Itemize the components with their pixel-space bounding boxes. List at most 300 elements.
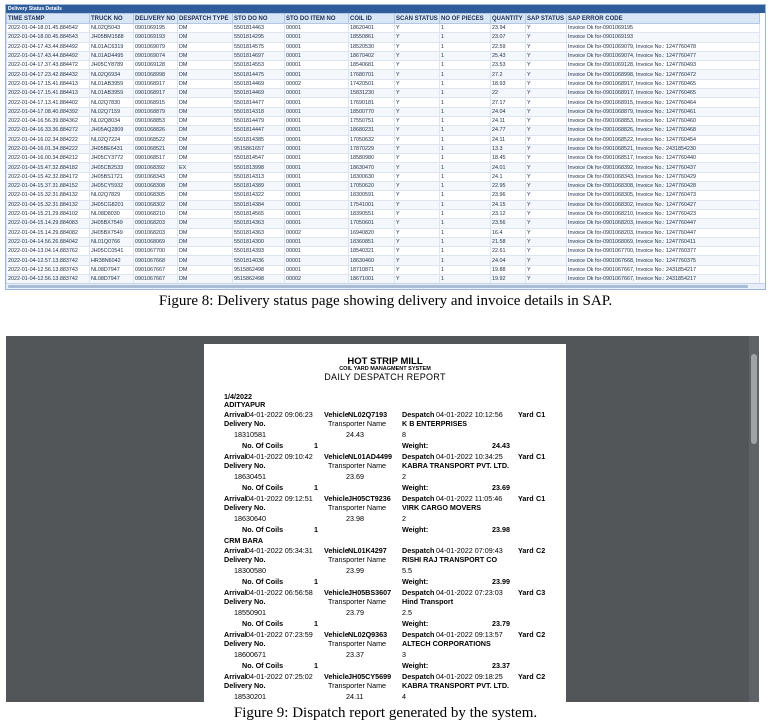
- table-row[interactable]: [7, 182, 760, 191]
- table-cell: 23.56: [491, 219, 526, 228]
- table-cell: Y: [395, 33, 440, 42]
- table-cell: 25.43: [491, 51, 526, 60]
- column-header[interactable]: SAP ERROR CODE: [567, 14, 760, 24]
- no-of-coils-value: 1: [314, 483, 318, 492]
- table-cell: 22.59: [491, 42, 526, 51]
- table-row[interactable]: [7, 163, 760, 172]
- table-row[interactable]: [7, 107, 760, 116]
- table-cell: 0901068879: [134, 107, 178, 116]
- table-cell: 2022-01-04-17.23.42.884432: [7, 70, 90, 79]
- yard-label: Yard: [518, 546, 534, 555]
- table-cell: 00001: [285, 24, 349, 33]
- arrival-label: Arrival: [224, 546, 247, 555]
- table-cell: 0901067700: [134, 247, 178, 256]
- table-cell: Y: [526, 163, 567, 172]
- table-cell: 0901069128: [134, 61, 178, 70]
- vehicle-label: Vehicle: [324, 410, 349, 419]
- table-cell: 0901068392: [134, 163, 178, 172]
- table-cell: 2022-01-04-15.21.29.884102: [7, 209, 90, 218]
- table-row[interactable]: [7, 135, 760, 144]
- table-cell: Y: [395, 219, 440, 228]
- table-cell: DM: [178, 209, 233, 218]
- table-cell: Invoice Ok for-0901068521, Invoice No.: 2431854230: [567, 144, 760, 153]
- table-row[interactable]: [7, 116, 760, 125]
- column-header[interactable]: TIME STAMP: [7, 14, 90, 24]
- vertical-scrollbar[interactable]: [749, 336, 759, 702]
- despatch-time: 04-01-2022 10:34:25: [436, 452, 503, 461]
- table-cell: Y: [395, 256, 440, 265]
- table-cell: 18.93: [491, 79, 526, 88]
- table-cell: 2022-01-04-17.08.40.884392: [7, 107, 90, 116]
- table-cell: 5501814475: [233, 70, 285, 79]
- table-cell: Invoice Ok for-0901068069, Invoice No.: 1247760411: [567, 237, 760, 246]
- weight-label: Weight:: [402, 525, 429, 534]
- table-cell: Invoice Ok for-0901067668, Invoice No.: 1247760375: [567, 256, 760, 265]
- table-row[interactable]: [7, 209, 760, 218]
- table-cell: NL01AB3959: [90, 79, 134, 88]
- table-cell: 18300591: [349, 191, 395, 200]
- table-row[interactable]: [7, 144, 760, 153]
- table-cell: DM: [178, 247, 233, 256]
- table-cell: 18630460: [349, 256, 395, 265]
- table-cell: Invoice Ok for-0901068392, Invoice No.: 1247760437: [567, 163, 760, 172]
- no-of-coils-label: No. Of Coils: [242, 483, 284, 492]
- table-cell: 17050601: [349, 219, 395, 228]
- table-cell: 1: [440, 256, 491, 265]
- table-cell: Invoice Ok for-0901069193: [567, 33, 760, 42]
- table-row[interactable]: [7, 79, 760, 88]
- table-cell: Y: [395, 24, 440, 33]
- table-cell: 00001: [285, 154, 349, 163]
- weight-label: Weight:: [402, 661, 429, 670]
- transporter-name: KABRA TRANSPORT PVT. LTD.: [402, 461, 510, 470]
- column-header[interactable]: COIL ID: [349, 14, 395, 24]
- transporter-name: RISHI RAJ TRANSPORT CO: [402, 555, 498, 564]
- table-cell: 2022-01-04-12.56.13.883743: [7, 265, 90, 274]
- table-cell: DM: [178, 51, 233, 60]
- no-of-coils-value: 1: [314, 619, 318, 628]
- table-cell: 1: [440, 228, 491, 237]
- report-page: [204, 344, 566, 702]
- despatch-time: 04-01-2022 09:13:57: [436, 630, 503, 639]
- table-cell: DM: [178, 154, 233, 163]
- transporter-name-label: Transporter Name: [328, 597, 387, 606]
- table-cell: 2022-01-04-14.56.26.884042: [7, 237, 90, 246]
- table-cell: 27.17: [491, 98, 526, 107]
- yard-code: C3: [536, 588, 546, 597]
- table-cell: JH05BX7549: [90, 228, 134, 237]
- table-cell: 17680701: [349, 70, 395, 79]
- delivery-number: 18300580: [234, 566, 266, 575]
- quantity-value: 23.99: [346, 566, 364, 575]
- despatch-label: Despatch: [402, 630, 435, 639]
- weight-label: Weight:: [402, 577, 429, 586]
- table-cell: Invoice Ok for-0901068305, Invoice No.: 1247760473: [567, 191, 760, 200]
- yard-code: C2: [536, 672, 546, 681]
- table-cell: Invoice Ok for-0901069128, Invoice No.: 1247760493: [567, 61, 760, 70]
- table-cell: Y: [526, 98, 567, 107]
- table-cell: Y: [526, 237, 567, 246]
- vehicle-label: Vehicle: [324, 588, 349, 597]
- table-row[interactable]: [7, 98, 760, 107]
- table-cell: Y: [395, 228, 440, 237]
- table-cell: Y: [395, 191, 440, 200]
- table-cell: Invoice Ok for-0901068915, Invoice No.: 1247760464: [567, 98, 760, 107]
- table-cell: DM: [178, 219, 233, 228]
- yard-label: Yard: [518, 588, 534, 597]
- scrollbar-thumb[interactable]: [8, 285, 748, 288]
- vehicle-label: Vehicle: [324, 672, 349, 681]
- despatch-label: Despatch: [402, 452, 435, 461]
- table-cell: 2022-01-04-15.32.31.884132: [7, 200, 90, 209]
- table-cell: Y: [395, 247, 440, 256]
- table-cell: 1: [440, 154, 491, 163]
- table-cell: 23.53: [491, 61, 526, 70]
- table-cell: 23.12: [491, 209, 526, 218]
- no-of-coils-label: No. Of Coils: [242, 619, 284, 628]
- table-cell: NL01Q0766: [90, 237, 134, 246]
- table-cell: 24.15: [491, 200, 526, 209]
- table-row[interactable]: [7, 24, 760, 33]
- table-cell: DM: [178, 70, 233, 79]
- table-cell: DM: [178, 24, 233, 33]
- column-header[interactable]: QUANTITY: [491, 14, 526, 24]
- report-date: 1/4/2022: [224, 392, 252, 401]
- table-cell: NL08D7947: [90, 275, 134, 284]
- table-cell: 00002: [285, 275, 349, 284]
- table-cell: 9515862498: [233, 275, 285, 284]
- figure-9-caption: Figure 9: Dispatch report generated by the system.: [233, 705, 538, 721]
- table-cell: DM: [178, 275, 233, 284]
- table-cell: Y: [526, 172, 567, 181]
- weight-value: 23.69: [492, 483, 510, 492]
- arrival-label: Arrival: [224, 672, 247, 681]
- table-cell: Invoice Ok for-0901068522, Invoice No.: 1247760454: [567, 135, 760, 144]
- scrollbar-thumb[interactable]: [751, 354, 757, 444]
- table-cell: 24.77: [491, 126, 526, 135]
- table-cell: Y: [526, 247, 567, 256]
- table-row[interactable]: [7, 219, 760, 228]
- weight-value: 23.99: [492, 577, 510, 586]
- table-cell: 0901068917: [134, 79, 178, 88]
- table-cell: Invoice Ok for-0901068917, Invoice No.: 1247760465: [567, 89, 760, 98]
- table-cell: 0901068302: [134, 200, 178, 209]
- table-row[interactable]: [7, 172, 760, 181]
- table-cell: Y: [526, 256, 567, 265]
- table-cell: 0901067668: [134, 256, 178, 265]
- table-cell: 1: [440, 89, 491, 98]
- arrival-time: 04-01-2022 05:34:31: [246, 546, 313, 555]
- table-cell: NL01AD4495: [90, 51, 134, 60]
- table-cell: 18710871: [349, 265, 395, 274]
- despatch-label: Despatch: [402, 672, 435, 681]
- table-row[interactable]: [7, 33, 760, 42]
- transporter-name-label: Transporter Name: [328, 681, 387, 690]
- quantity-value: 23.37: [346, 650, 364, 659]
- table-cell: 24.01: [491, 163, 526, 172]
- column-header[interactable]: NO OF PIECES: [440, 14, 491, 24]
- table-cell: 5501814363: [233, 228, 285, 237]
- table-cell: 2022-01-04-15.14.29.884082: [7, 228, 90, 237]
- table-body: [7, 24, 760, 291]
- table-cell: Y: [395, 172, 440, 181]
- table-cell: 1: [440, 163, 491, 172]
- panel-title: Delivery Status Details: [6, 5, 765, 13]
- transporter-name-label: Transporter Name: [328, 419, 387, 428]
- table-cell: 1: [440, 200, 491, 209]
- table-cell: DM: [178, 172, 233, 181]
- table-row[interactable]: [7, 51, 760, 60]
- table-cell: Y: [395, 61, 440, 70]
- no-of-coils-value: 1: [314, 577, 318, 586]
- column-header[interactable]: SAP STATUS: [526, 14, 567, 24]
- table-cell: DM: [178, 116, 233, 125]
- table-cell: 0901069074: [134, 51, 178, 60]
- table-cell: 5501813998: [233, 163, 285, 172]
- table-header-row: [7, 14, 760, 24]
- table-cell: 00001: [285, 172, 349, 181]
- table-cell: NL02Q6934: [90, 70, 134, 79]
- table-row[interactable]: [7, 70, 760, 79]
- no-of-coils-label: No. Of Coils: [242, 525, 284, 534]
- table-row[interactable]: [7, 237, 760, 246]
- transporter-name: Hind Transport: [402, 597, 454, 606]
- table-row[interactable]: [7, 256, 760, 265]
- table-cell: Y: [395, 70, 440, 79]
- table-cell: 17420501: [349, 79, 395, 88]
- table-cell: Invoice Ok for-0901068517, Invoice No.: 1247760440: [567, 154, 760, 163]
- table-cell: 16940820: [349, 228, 395, 237]
- table-cell: 0901069195: [134, 24, 178, 33]
- table-cell: 2022-01-04-15.14.29.884083: [7, 219, 90, 228]
- column-header[interactable]: SCAN STATUS: [396, 15, 438, 22]
- table-cell: JH05CC0541: [90, 247, 134, 256]
- column-header[interactable]: DESPATCH TYPE: [178, 14, 233, 24]
- weight-value: 23.37: [492, 661, 510, 670]
- column-header[interactable]: STO DO ITEM NO: [285, 14, 349, 24]
- column-header[interactable]: DELIVERY NO: [134, 14, 178, 24]
- table-cell: 19.92: [491, 275, 526, 284]
- table-row[interactable]: [7, 154, 760, 163]
- table-cell: 22.61: [491, 247, 526, 256]
- weight-label: Weight:: [402, 441, 429, 450]
- table-cell: 0901068521: [134, 144, 178, 153]
- report-viewer: [6, 336, 759, 702]
- vehicle-number: NL02Q9363: [348, 630, 388, 639]
- vehicle-number: NL01AD4499: [348, 452, 392, 461]
- table-cell: JH05CB2533: [90, 163, 134, 172]
- delivery-no-label: Delivery No.: [224, 681, 266, 690]
- vehicle-label: Vehicle: [324, 630, 349, 639]
- transporter-name: KABRA TRANSPORT PVT. LTD.: [402, 681, 510, 690]
- table-cell: 22: [491, 89, 526, 98]
- table-row[interactable]: [7, 247, 760, 256]
- table-row[interactable]: [7, 265, 760, 274]
- table-cell: DM: [178, 61, 233, 70]
- table-cell: Invoice Ok for-0901067667, Invoice No.: 2431854217: [567, 265, 760, 274]
- table-cell: DM: [178, 107, 233, 116]
- table-cell: 1: [440, 209, 491, 218]
- table-cell: NL02Q8034: [90, 116, 134, 125]
- vehicle-number: NL02Q7193: [348, 410, 388, 419]
- table-cell: DM: [178, 89, 233, 98]
- table-cell: 5501814385: [233, 135, 285, 144]
- table-cell: 5501814295: [233, 33, 285, 42]
- table-cell: 00001: [285, 182, 349, 191]
- delivery-no-label: Delivery No.: [224, 597, 266, 606]
- no-of-coils-value: 1: [314, 441, 318, 450]
- table-row[interactable]: [7, 200, 760, 209]
- pieces-value: 2.5: [402, 608, 412, 617]
- table-cell: NL02Q7829: [90, 191, 134, 200]
- table-cell: 5501814479: [233, 116, 285, 125]
- table-cell: 2022-01-04-17.43.44.884492: [7, 42, 90, 51]
- table-cell: Invoice Ok for-0901068998, Invoice No.: 1247760472: [567, 70, 760, 79]
- table-cell: 17550751: [349, 116, 395, 125]
- table-cell: JH05BX7549: [90, 219, 134, 228]
- table-row[interactable]: [7, 228, 760, 237]
- table-row[interactable]: [7, 42, 760, 51]
- yard-label: Yard: [518, 452, 534, 461]
- weight-label: Weight:: [402, 619, 429, 628]
- table-cell: 2022-01-04-15.37.31.884152: [7, 182, 90, 191]
- table-row[interactable]: [7, 61, 760, 70]
- table-cell: 1: [440, 144, 491, 153]
- table-cell: NL02Q5043: [90, 24, 134, 33]
- table-cell: 5501814036: [233, 256, 285, 265]
- table-cell: 0901068210: [134, 209, 178, 218]
- table-cell: 1: [440, 42, 491, 51]
- column-header[interactable]: STO DO NO: [233, 14, 285, 24]
- table-cell: 5501814575: [233, 42, 285, 51]
- delivery-no-label: Delivery No.: [224, 419, 266, 428]
- table-cell: Invoice Ok for-0901069195: [567, 24, 760, 33]
- despatch-time: 04-01-2022 07:23:03: [436, 588, 503, 597]
- table-cell: Y: [526, 33, 567, 42]
- table-row[interactable]: [7, 126, 760, 135]
- vehicle-number: NL01K4297: [348, 546, 387, 555]
- table-cell: 2022-01-04-16.56.39.884362: [7, 116, 90, 125]
- table-cell: Y: [395, 51, 440, 60]
- arrival-time: 04-01-2022 07:25:02: [246, 672, 313, 681]
- table-cell: 0901068522: [134, 135, 178, 144]
- table-cell: 17690181: [349, 98, 395, 107]
- table-cell: Y: [395, 98, 440, 107]
- arrival-label: Arrival: [224, 410, 247, 419]
- delivery-number: 18310581: [234, 430, 266, 439]
- table-cell: 2022-01-04-17.13.41.884402: [7, 98, 90, 107]
- table-cell: NL01AB3959: [90, 89, 134, 98]
- arrival-time: 04-01-2022 09:06:23: [246, 410, 313, 419]
- location-heading: ADITYAPUR: [224, 400, 266, 409]
- table-cell: 24.11: [491, 135, 526, 144]
- table-cell: 18500770: [349, 107, 395, 116]
- delivery-no-label: Delivery No.: [224, 555, 266, 564]
- table-cell: Invoice Ok for-0901067667, Invoice No.: 2431854217: [567, 275, 760, 284]
- table-cell: 0901067667: [134, 265, 178, 274]
- table-cell: Invoice Ok for-0901068343, Invoice No.: 1247760429: [567, 172, 760, 181]
- transporter-name-label: Transporter Name: [328, 503, 387, 512]
- table-cell: 0901068517: [134, 154, 178, 163]
- table-cell: 1: [440, 172, 491, 181]
- no-of-coils-label: No. Of Coils: [242, 661, 284, 670]
- table-cell: Invoice Ok for-0901069074, Invoice No.: 1247760477: [567, 51, 760, 60]
- table-cell: 24.11: [491, 116, 526, 125]
- table-cell: Y: [526, 219, 567, 228]
- table-cell: 00001: [285, 126, 349, 135]
- table-cell: Y: [526, 89, 567, 98]
- table-cell: 15831230: [349, 89, 395, 98]
- table-cell: DM: [178, 126, 233, 135]
- table-cell: DM: [178, 191, 233, 200]
- table-cell: NL02Q7224: [90, 135, 134, 144]
- table-cell: 18550861: [349, 33, 395, 42]
- table-row[interactable]: [7, 191, 760, 200]
- table-cell: DM: [178, 42, 233, 51]
- table-cell: Y: [526, 182, 567, 191]
- table-row[interactable]: [7, 89, 760, 98]
- yard-label: Yard: [518, 410, 534, 419]
- table-cell: 00001: [285, 265, 349, 274]
- table-cell: 13.3: [491, 144, 526, 153]
- table-cell: DM: [178, 256, 233, 265]
- table-cell: 1: [440, 107, 491, 116]
- table-cell: NL01AC6319: [90, 42, 134, 51]
- table-cell: 2022-01-04-12.56.13.883742: [7, 275, 90, 284]
- table-cell: 5501814389: [233, 182, 285, 191]
- table-cell: 16.4: [491, 228, 526, 237]
- despatch-time: 04-01-2022 09:18:25: [436, 672, 503, 681]
- delivery-no-label: Delivery No.: [224, 461, 266, 470]
- pieces-value: 4: [402, 692, 406, 701]
- table-cell: 18520530: [349, 42, 395, 51]
- table-cell: 18680231: [349, 126, 395, 135]
- table-cell: 5501814318: [233, 107, 285, 116]
- table-cell: Y: [395, 135, 440, 144]
- yard-label: Yard: [518, 630, 534, 639]
- column-header[interactable]: TRUCK NO: [90, 14, 134, 24]
- report-subtitle: COIL YARD MANAGMENT SYSTEM: [339, 366, 431, 372]
- table-cell: 0901069193: [134, 33, 178, 42]
- no-of-coils-label: No. Of Coils: [242, 577, 284, 586]
- no-of-coils-value: 1: [314, 525, 318, 534]
- table-cell: NL02Q7159: [90, 107, 134, 116]
- table-cell: JH05CY8789: [90, 61, 134, 70]
- table-cell: 5501814384: [233, 200, 285, 209]
- arrival-label: Arrival: [224, 588, 247, 597]
- table-cell: 23.96: [491, 191, 526, 200]
- horizontal-scrollbar[interactable]: [6, 283, 765, 289]
- table-cell: 22.95: [491, 182, 526, 191]
- table-cell: Y: [395, 154, 440, 163]
- table-cell: 23.94: [491, 24, 526, 33]
- table-cell: Invoice Ok for-0901068917, Invoice No.: 1247760465: [567, 79, 760, 88]
- report-name: DAILY DESPATCH REPORT: [324, 372, 446, 382]
- table-cell: 24.04: [491, 107, 526, 116]
- table-cell: NL08D7947: [90, 265, 134, 274]
- despatch-label: Despatch: [402, 546, 435, 555]
- table-cell: Y: [395, 265, 440, 274]
- table-cell: Y: [395, 107, 440, 116]
- table-cell: 1: [440, 135, 491, 144]
- delivery-no-label: Delivery No.: [224, 503, 266, 512]
- table-cell: Y: [395, 79, 440, 88]
- table-cell: 2022-01-04-17.15.41.884413: [7, 89, 90, 98]
- table-cell: DM: [178, 79, 233, 88]
- table-cell: 0901068917: [134, 89, 178, 98]
- quantity-value: 23.69: [346, 472, 364, 481]
- table-cell: 5501814363: [233, 219, 285, 228]
